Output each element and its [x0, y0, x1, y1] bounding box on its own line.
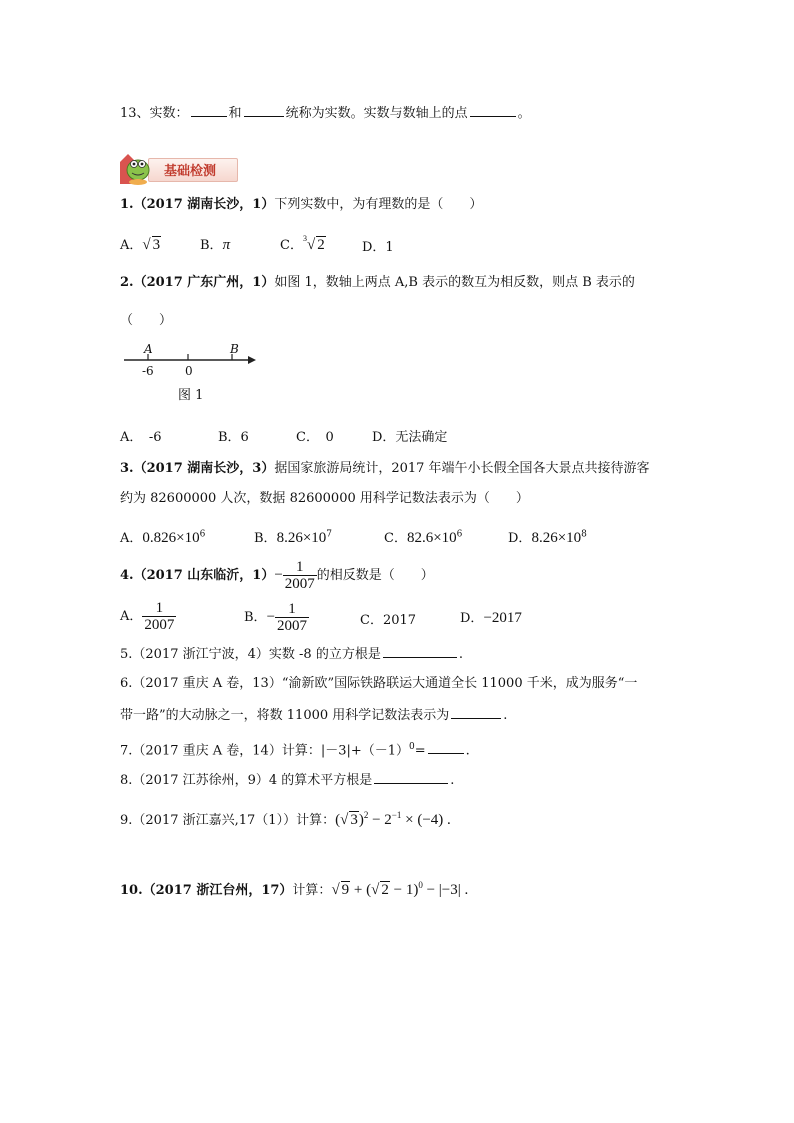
q8-text: 8.（2017 江苏徐州，9）4 的算术平方根是 [120, 773, 373, 788]
figure-caption: 图 1 [178, 388, 204, 403]
option-value: 8.26×10 [276, 530, 327, 546]
option-letter: D． [460, 611, 484, 626]
question-13 [120, 104, 531, 123]
q4-option-b[interactable] [244, 600, 309, 635]
q2-figure [120, 340, 256, 412]
option-letter: B． [244, 610, 267, 625]
numerator: 1 [296, 559, 304, 575]
radicand: 9 [341, 882, 350, 898]
q13-mid2: 统称为实数。实数与数轴上的点 [285, 106, 468, 121]
q2-text: 如图 1，数轴上两点 A,B 表示的数互为相反数，则点 B 表示的 [274, 275, 635, 290]
q1-option-d[interactable] [362, 236, 394, 255]
q3-option-d[interactable] [508, 527, 587, 547]
answer-blank[interactable] [191, 104, 227, 117]
q5-text: 5.（2017 浙江宁波，4）实数 -8 的立方根是 [120, 647, 381, 662]
q3-option-a[interactable] [120, 527, 205, 547]
question-8 [120, 771, 454, 790]
exponent: 0 [418, 880, 423, 890]
question-6 [120, 675, 637, 693]
q13-prefix: 13、实数： [120, 106, 189, 121]
answer-blank[interactable] [451, 706, 501, 719]
q4-source: 4.（2017 山东临沂，1） [120, 568, 275, 583]
option-value: 82.6×10 [406, 530, 457, 546]
q4-option-c[interactable] [360, 609, 416, 628]
option-value: −2017 [483, 610, 522, 626]
paren: ( [366, 882, 372, 898]
q6-text-line1: 6.（2017 重庆 A 卷，13）“渝新欧”国际铁路联运大通道全长 11000 千米，成为服务“一 [120, 676, 638, 691]
q1-option-a[interactable] [120, 234, 161, 254]
option-letter: B． [200, 238, 223, 253]
term: − 2 [368, 812, 392, 828]
q1-option-b[interactable] [200, 234, 230, 254]
exponent: 8 [581, 529, 587, 540]
option-text: B．6 [218, 430, 249, 445]
radicand: 2 [317, 237, 325, 253]
q7-text: 7.（2017 重庆 A 卷，14）计算：|－3|+（－1） [120, 743, 410, 759]
cbrt-expr: $^3$√ 2 [302, 234, 325, 253]
denominator: 2007 [277, 618, 308, 634]
fraction [275, 601, 309, 634]
q1-option-c[interactable] [280, 234, 326, 254]
radicand: 3 [152, 237, 161, 253]
exponent: 7 [326, 529, 333, 540]
q3-line2 [120, 490, 529, 508]
option-letter: C． [384, 531, 407, 546]
answer-blank[interactable] [470, 104, 516, 117]
q13-mid1: 和 [228, 106, 242, 121]
numerator: 1 [288, 601, 296, 617]
option-letter: D． [508, 531, 532, 546]
q10-expression [331, 882, 468, 898]
option-letter: A． [120, 609, 143, 624]
option-text: C．2017 [360, 613, 417, 628]
sqrt-expr: √ 2 [371, 882, 389, 898]
q10-text: 计算： [292, 883, 332, 898]
question-1 [120, 196, 482, 214]
option-letter: A． [120, 238, 143, 253]
denominator: 2007 [284, 576, 315, 592]
option-letter: B． [254, 531, 277, 546]
tick-label: 0 [185, 364, 193, 378]
q3-text-line2: 约为 82600000 人次，数据 82600000 用科学记数法表示为（ ） [120, 491, 529, 506]
q13-end: 。 [517, 106, 531, 121]
section-badge [118, 148, 240, 186]
answer-paren[interactable]: （ ） [120, 313, 173, 328]
q9-text: 9.（2017 浙江嘉兴,17（1））计算： [120, 813, 336, 828]
q3-source: 3.（2017 湖南长沙，3） [120, 461, 275, 476]
paren: ) [413, 882, 419, 898]
q5-end: . [458, 647, 463, 662]
term: − 1 [389, 882, 414, 898]
q4-option-a[interactable] [120, 600, 176, 634]
answer-blank[interactable] [374, 771, 448, 784]
question-9 [120, 806, 451, 830]
denominator: 2007 [144, 617, 175, 633]
q2-option-d[interactable] [372, 426, 447, 445]
q4-option-d[interactable] [460, 607, 522, 627]
q3-option-c[interactable] [384, 527, 462, 547]
fraction [142, 600, 176, 633]
answer-blank[interactable] [428, 741, 464, 754]
minus-sign: − [274, 567, 283, 583]
answer-blank[interactable] [383, 645, 457, 658]
question-10 [120, 876, 468, 900]
fraction [283, 559, 317, 592]
tick-label: -6 [142, 364, 154, 378]
question-5 [120, 645, 463, 664]
question-2 [120, 274, 635, 292]
q2-option-a[interactable] [120, 426, 162, 445]
q2-paren [120, 312, 172, 330]
point-a-label: A [144, 342, 153, 356]
q6-line2 [120, 706, 507, 725]
q8-end: . [450, 773, 455, 788]
exponent: −1 [391, 810, 402, 820]
exponent: 2 [363, 810, 369, 820]
radicand: 3 [350, 812, 358, 828]
q3-text: 据国家旅游局统计，2017 年端午小长假全国各大景点共接待游客 [274, 461, 650, 476]
q4-text: 的相反数是（ ） [316, 568, 434, 583]
option-text: A． -6 [120, 430, 162, 445]
option-text: D．1 [362, 240, 394, 255]
exponent: 6 [456, 529, 463, 540]
q6-end: . [503, 708, 508, 723]
frog-mascot-icon [118, 148, 158, 186]
q1-source: 1.（2017 湖南长沙，1） [120, 197, 275, 212]
question-4 [120, 558, 434, 593]
question-3 [120, 460, 650, 478]
q10-source: 10.（2017 浙江台州，17） [120, 883, 293, 898]
exponent: 6 [199, 529, 206, 540]
paren: ) [358, 812, 364, 828]
question-7 [120, 738, 470, 760]
term: − |−3| . [422, 882, 469, 898]
sqrt-expr: √ 9 [331, 882, 350, 898]
section-title: 基础检测 [164, 164, 217, 179]
equals-sign: = [414, 743, 426, 759]
paren: ( [335, 812, 341, 828]
root-index: 3 [302, 234, 307, 243]
numerator: 1 [155, 600, 164, 616]
sqrt-expr: √ 3 [340, 812, 358, 828]
q7-end: . [465, 743, 470, 759]
option-letter: A． [120, 531, 143, 546]
minus-sign: − [266, 609, 276, 625]
answer-blank[interactable] [244, 104, 284, 117]
option-value: 8.26×10 [531, 530, 582, 546]
option-text: D．无法确定 [372, 430, 448, 445]
exponent: 0 [409, 742, 415, 752]
q2-source: 2.（2017 广东广州，1） [120, 275, 275, 290]
q1-text: 下列实数中，为有理数的是（ ） [274, 197, 483, 212]
point-b-label: B [230, 342, 239, 356]
option-letter: C． [280, 238, 303, 253]
q6-text-line2: 带一路”的大动脉之一，将数 11000 用科学记数法表示为 [120, 708, 450, 723]
q9-expression [335, 812, 451, 828]
radicand: 2 [381, 882, 389, 898]
operator: + [350, 882, 367, 898]
q2-option-b[interactable] [218, 426, 249, 445]
q3-option-b[interactable] [254, 527, 332, 547]
option-text: C． 0 [296, 430, 334, 445]
q2-option-c[interactable] [296, 426, 334, 445]
term: × (−4) . [401, 812, 451, 828]
sqrt-expr: √ 3 [142, 237, 161, 253]
option-value: 0.826×10 [142, 530, 200, 546]
option-value: π [222, 237, 231, 253]
